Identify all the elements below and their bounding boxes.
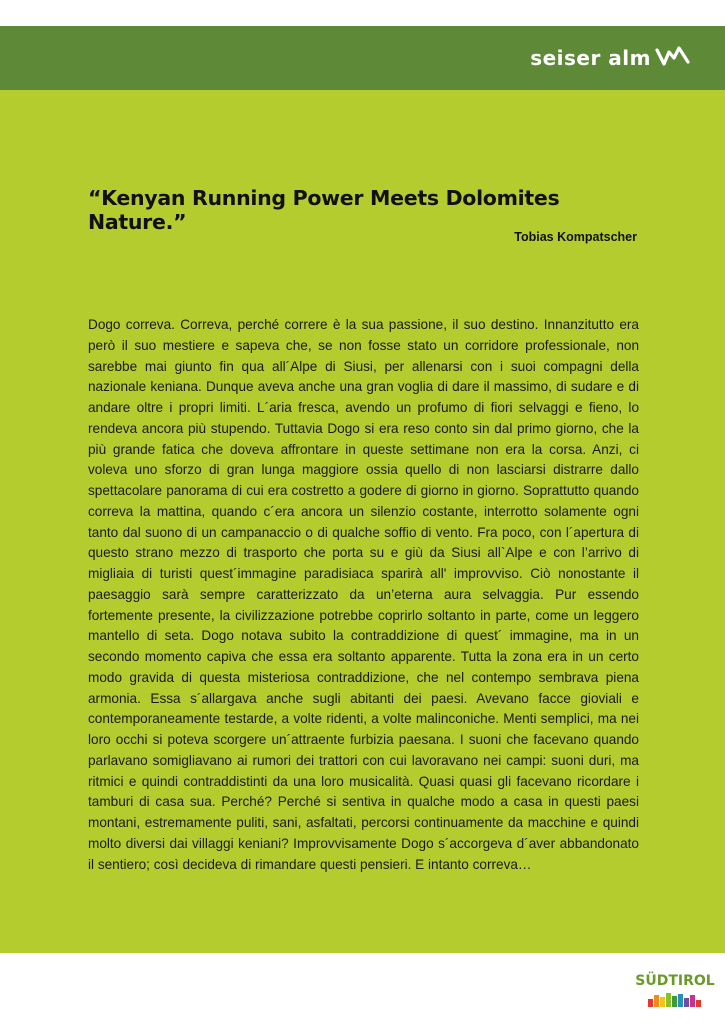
suedtirol-bars-icon [648, 991, 702, 1012]
seiser-alm-logo [530, 44, 691, 72]
mountain-wave-icon [655, 44, 691, 73]
page-top-margin [0, 0, 725, 26]
logo-text: seiser alm [530, 46, 651, 70]
document-body-text: Dogo correva. Correva, perché correre è la sua passione, il suo destino. Innanzitutto era però il suo mestiere e sapeva che, se non fosse stato un corridore professionale, non sarebbe mai giunto fin qua all´Alpe di Siusi, per allenarsi con i suoi compagni della nazionale keniana. Dunque aveva anche una gran voglia di dare il massimo, di sudare e di andare oltre i propri limiti. L´aria fresca, avendo un profumo di fiori selvaggi e fieno, lo rendeva ancora più stupendo. Tuttavia Dogo si era reso conto sin dal primo giorno, che la più grande fatica che doveva affrontare in queste settimane non era la corsa. Anzi, ci voleva uno sforzo di gran lunga maggiore ossia quello di non lasciarsi distrarre dallo spettacolare panorama di cui era costretto a godere di giorno in giorno. Soprattutto quando correva la mattina, quando c´era ancora un silenzio costante, interrotto solamente ogni tanto dal suono di un campanaccio o di qualche soffio di vento. Fra poco, con l´apertura di questo strano mezzo di trasporto che porta su e giù da Siusi all`Alpe e con l’arrivo di migliaia di turisti quest´immagine paradisiaca sparirà all' improvviso. Ciò nonostante il paesaggio sarà sempre caratterizzato da un’eterna aura selvaggia. Pur essendo fortemente presente, la civilizzazione potrebbe coprirlo soltanto in parte, come un leggero mantello di seta. Dogo notava subito la contraddizione di quest´ immagine, ma in un secondo momento capiva che essa era soltanto apparente. Tutta la zona era in un certo modo gravida di questa misteriosa contraddizione, che nel contempo sembrava piena armonia. Essa s´allargava anche sugli abitanti dei paesi. Avevano facce gioviali e contemporaneamente testarde, a volte ridenti, a volte malinconiche. Menti semplici, ma nei loro occhi si poteva scorgere un´attraente furbizia paesana. I suoni che facevano quando parlavano somigliavano ai rumori dei trattori con cui lavoravano nei campi: suoni duri, ma ritmici e quindi contraddistinti da una loro musicalità. Quasi quasi gli facevano ricordare i tamburi di casa sua. Perché? Perché si sentiva in qualche modo a casa in questi paesi montani, estremamente puliti, sani, asfaltati, percorsi continuamente da macchine e quindi molto diversi dai villaggi keniani? Improvvisamente Dogo s´accorgeva d´aver abbandonato il sentiero; così decideva di rimandare questi pensieri. E intanto correva… [88, 317, 639, 872]
header-band [0, 26, 725, 90]
document-author: Tobias Kompatscher [514, 230, 637, 244]
document-title: “Kenyan Running Power Meets Dolomites Nature.” [88, 186, 560, 234]
footer-logo-text: SÜDTIROL [635, 973, 715, 989]
document-body [0, 90, 725, 953]
footer [0, 953, 725, 1024]
suedtirol-logo [635, 971, 715, 1015]
